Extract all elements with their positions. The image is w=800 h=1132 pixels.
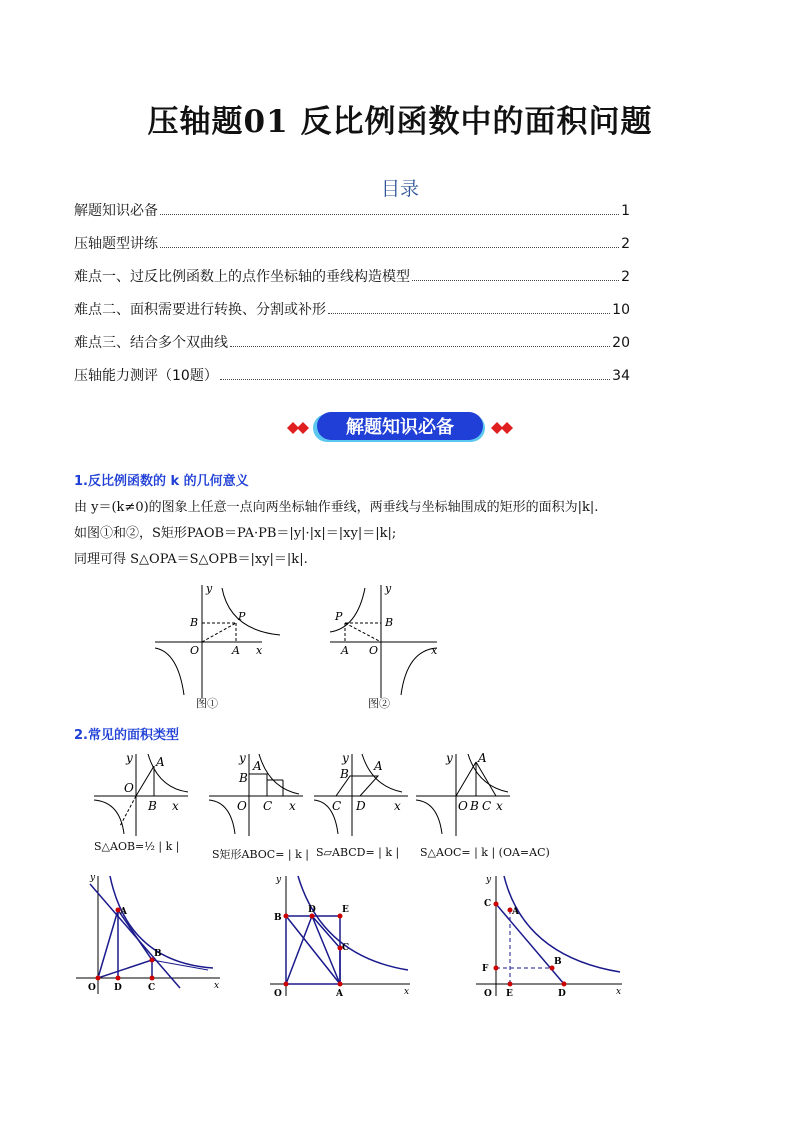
section-2-title: 2.常见的面积类型 [74, 728, 179, 743]
toc-leader [160, 214, 619, 215]
toc-item[interactable] [74, 266, 630, 299]
label-C: C [263, 799, 273, 813]
page-title: 压轴题01 反比例函数中的面积问题 [147, 104, 653, 140]
toc-item-label: 解题知识必备 [74, 203, 158, 219]
banner-label: 解题知识必备 [346, 417, 454, 438]
label-y: y [276, 875, 282, 885]
label-F: F [482, 964, 489, 974]
label-C: C [342, 943, 350, 953]
label-x: x [289, 799, 296, 813]
toc-item-label: 难点二、面积需要进行转换、分割或补形 [74, 302, 326, 318]
section-1-line-3: 同理可得 S△OPA＝S△OPB＝|xy|＝|k|. [74, 552, 308, 567]
toc-item[interactable] [74, 233, 630, 266]
toc-leader [412, 280, 619, 281]
label-x: x [214, 981, 220, 991]
toc-item[interactable] [74, 332, 630, 365]
label-B: B [554, 957, 562, 967]
toc-item-page: 2 [621, 236, 630, 252]
area-example-diagram-1 [68, 870, 228, 1000]
area-formula-2: S矩形ABOC= | k | [212, 848, 309, 861]
label-A: A [341, 644, 349, 657]
label-O: O [190, 644, 200, 657]
area-type-diagram-3 [310, 748, 410, 838]
label-A: A [374, 759, 383, 773]
label-C: C [332, 799, 342, 813]
section-banner [283, 408, 518, 448]
toc-item-label: 压轴能力测评（10题） [74, 368, 218, 384]
label-A: A [156, 755, 165, 769]
label-O: O [484, 989, 492, 999]
label-A: A [232, 644, 240, 657]
toc-item-page: 20 [612, 335, 630, 351]
toc-item[interactable] [74, 200, 630, 233]
label-A: A [120, 907, 127, 917]
toc-item-label: 压轴题型讲练 [74, 236, 158, 252]
label-x: x [404, 987, 410, 997]
toc-item-label: 难点一、过反比例函数上的点作坐标轴的垂线构造模型 [74, 269, 410, 285]
figure-2-diagram [325, 580, 465, 700]
label-B: B [340, 767, 349, 781]
label-x: x [431, 644, 438, 657]
toc-item-label: 难点三、结合多个双曲线 [74, 335, 228, 351]
figure-1-caption: 图① [196, 697, 218, 710]
label-B: B [274, 913, 282, 923]
label-B: B [385, 616, 394, 629]
label-D: D [356, 799, 366, 813]
label-A: A [336, 989, 343, 999]
toc-leader [230, 346, 610, 347]
label-x: x [496, 799, 503, 813]
toc-item-page: 10 [612, 302, 630, 318]
label-O: O [458, 799, 468, 813]
label-C: C [148, 983, 156, 993]
label-y: y [385, 582, 392, 595]
section-1-line-1: 由 y＝(k≠0)的图象上任意一点向两坐标轴作垂线，两垂线与坐标轴围成的矩形的面积为|k|. [74, 500, 599, 515]
area-type-diagram-1 [90, 748, 190, 838]
section-1-title: 1.反比例函数的 k 的几何意义 [74, 474, 249, 489]
label-B: B [154, 949, 162, 959]
figure-1-diagram [150, 580, 290, 700]
label-D: D [308, 905, 316, 915]
label-A: A [253, 759, 262, 773]
label-O: O [369, 644, 379, 657]
label-y: y [446, 751, 453, 765]
toc-leader [328, 313, 610, 314]
label-x: x [616, 987, 622, 997]
label-C: C [482, 799, 492, 813]
label-P: P [238, 610, 246, 623]
section-1-line-2: 如图①和②，S矩形PAOB＝PA·PB＝|y|·|x|＝|xy|＝|k|; [74, 526, 397, 541]
label-x: x [172, 799, 179, 813]
toc-item-page: 1 [621, 203, 630, 219]
label-y: y [206, 582, 213, 595]
area-formula-3: S▱ABCD= | k | [316, 846, 400, 859]
label-D: D [114, 983, 122, 993]
figure-2-caption: 图② [368, 697, 390, 710]
toc-item-page: 2 [621, 269, 630, 285]
toc-item[interactable] [74, 365, 630, 398]
label-O: O [124, 781, 134, 795]
label-x: x [394, 799, 401, 813]
label-P: P [335, 610, 343, 623]
toc-item[interactable] [74, 299, 630, 332]
area-type-diagram-2 [205, 748, 305, 838]
area-example-diagram-2 [262, 870, 422, 1000]
diamond-icon [491, 422, 513, 434]
label-B: B [239, 771, 248, 785]
label-x: x [256, 644, 263, 657]
area-type-diagram-4 [412, 748, 512, 838]
label-y: y [239, 751, 246, 765]
diamond-icon [287, 422, 309, 434]
label-B: B [190, 616, 199, 629]
label-y: y [90, 873, 96, 883]
toc-leader [220, 379, 610, 380]
label-O: O [274, 989, 282, 999]
toc-leader [160, 247, 619, 248]
label-y: y [486, 875, 492, 885]
label-B: B [470, 799, 479, 813]
label-y: y [342, 751, 349, 765]
table-of-contents [74, 200, 630, 398]
area-example-diagram-3 [468, 870, 628, 1000]
label-C: C [484, 899, 492, 909]
label-O: O [88, 983, 96, 993]
label-y: y [126, 751, 133, 765]
area-formula-1: S△AOB=½ | k | [94, 840, 180, 853]
label-O: O [237, 799, 247, 813]
toc-heading: 目录 [380, 178, 419, 200]
label-E: E [506, 989, 513, 999]
label-B: B [148, 799, 157, 813]
label-D: D [558, 989, 566, 999]
label-A: A [478, 751, 487, 765]
label-E: E [342, 905, 349, 915]
toc-item-page: 34 [612, 368, 630, 384]
label-A: A [512, 907, 519, 917]
area-formula-4: S△AOC= | k | (OA=AC) [420, 846, 550, 859]
